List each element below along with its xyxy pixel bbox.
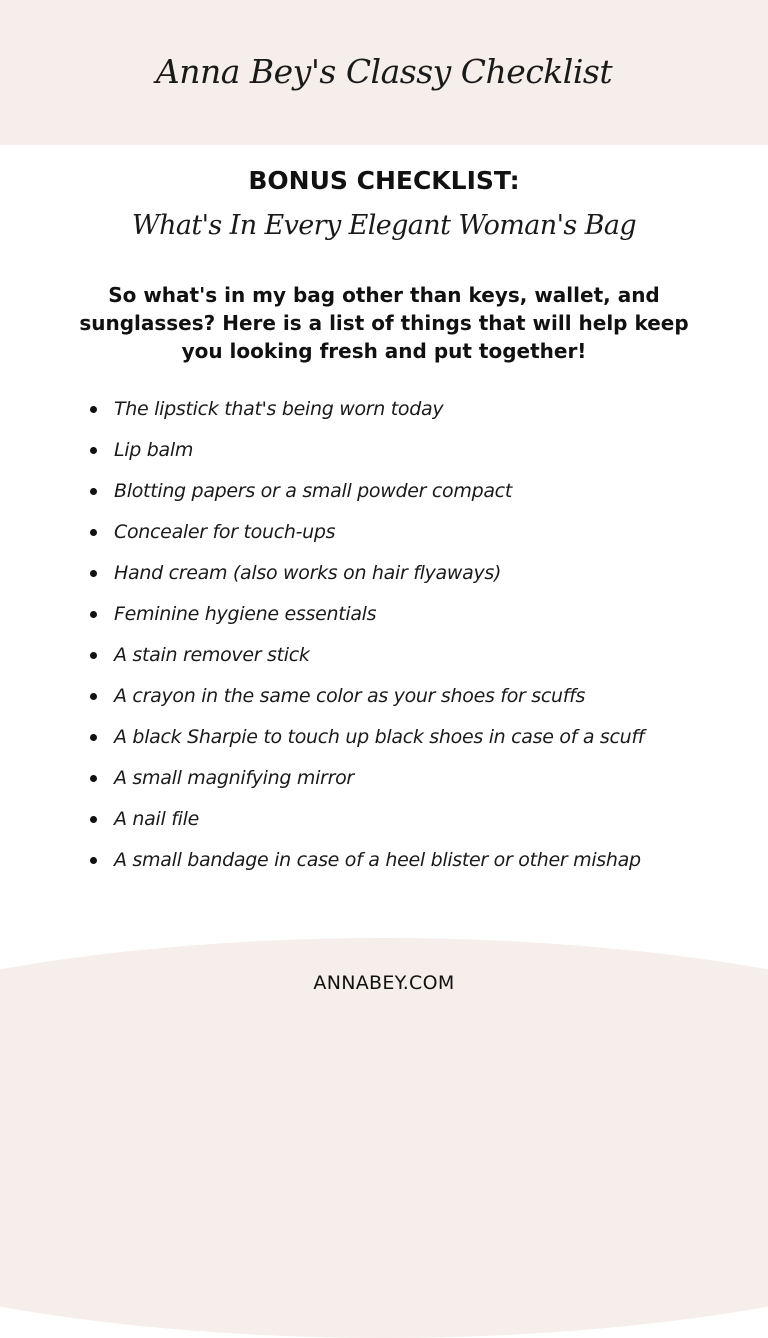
checklist-item xyxy=(90,763,730,804)
bullet-icon xyxy=(90,611,97,618)
checklist-item-label: A crayon in the same color as your shoes for scuffs xyxy=(114,685,586,707)
checklist-item xyxy=(90,681,730,722)
footer-arc xyxy=(0,938,768,1338)
checklist-item-label: A nail file xyxy=(114,808,199,830)
header-band xyxy=(0,0,768,145)
bullet-icon xyxy=(90,447,97,454)
checklist-item-label: Concealer for touch-ups xyxy=(114,521,336,543)
bullet-icon xyxy=(90,652,97,659)
bullet-icon xyxy=(90,570,97,577)
checklist-item-label: A stain remover stick xyxy=(114,644,310,666)
checklist-item xyxy=(90,722,730,763)
checklist-item-label: Hand cream (also works on hair flyaways) xyxy=(114,562,502,584)
checklist-item xyxy=(90,517,730,558)
checklist-item-label: A black Sharpie to touch up black shoes in case of a scuff xyxy=(114,726,645,748)
checklist-item-label: Feminine hygiene essentials xyxy=(114,603,377,625)
header-title: Anna Bey's Classy Checklist xyxy=(155,52,613,91)
bullet-icon xyxy=(90,488,97,495)
bullet-icon xyxy=(90,734,97,741)
checklist-item-label: A small bandage in case of a heel blister or other mishap xyxy=(114,849,641,871)
bullet-icon xyxy=(90,775,97,782)
bullet-icon xyxy=(90,857,97,864)
intro-paragraph: So what's in my bag other than keys, wallet, and sunglasses? Here is a list of things that will help keep you looking fresh and put together! xyxy=(79,283,689,363)
checklist-item xyxy=(90,476,730,517)
checklist-item-label: A small magnifying mirror xyxy=(114,767,354,789)
bullet-icon xyxy=(90,529,97,536)
checklist-item-label: Lip balm xyxy=(114,439,194,461)
section-heading: BONUS CHECKLIST: xyxy=(248,166,520,195)
checklist-item xyxy=(90,394,730,435)
section-subheading: What's In Every Elegant Woman's Bag xyxy=(131,210,637,241)
checklist-item xyxy=(90,435,730,476)
bullet-icon xyxy=(90,816,97,823)
checklist-item xyxy=(90,804,730,845)
checklist xyxy=(90,394,730,886)
checklist-item-label: Blotting papers or a small powder compact xyxy=(114,480,512,502)
footer-url[interactable]: ANNABEY.COM xyxy=(313,972,455,994)
checklist-item-label: The lipstick that's being worn today xyxy=(114,398,444,420)
checklist-item xyxy=(90,599,730,640)
checklist-item xyxy=(90,640,730,681)
bullet-icon xyxy=(90,693,97,700)
bullet-icon xyxy=(90,406,97,413)
checklist-item xyxy=(90,558,730,599)
checklist-item xyxy=(90,845,730,886)
